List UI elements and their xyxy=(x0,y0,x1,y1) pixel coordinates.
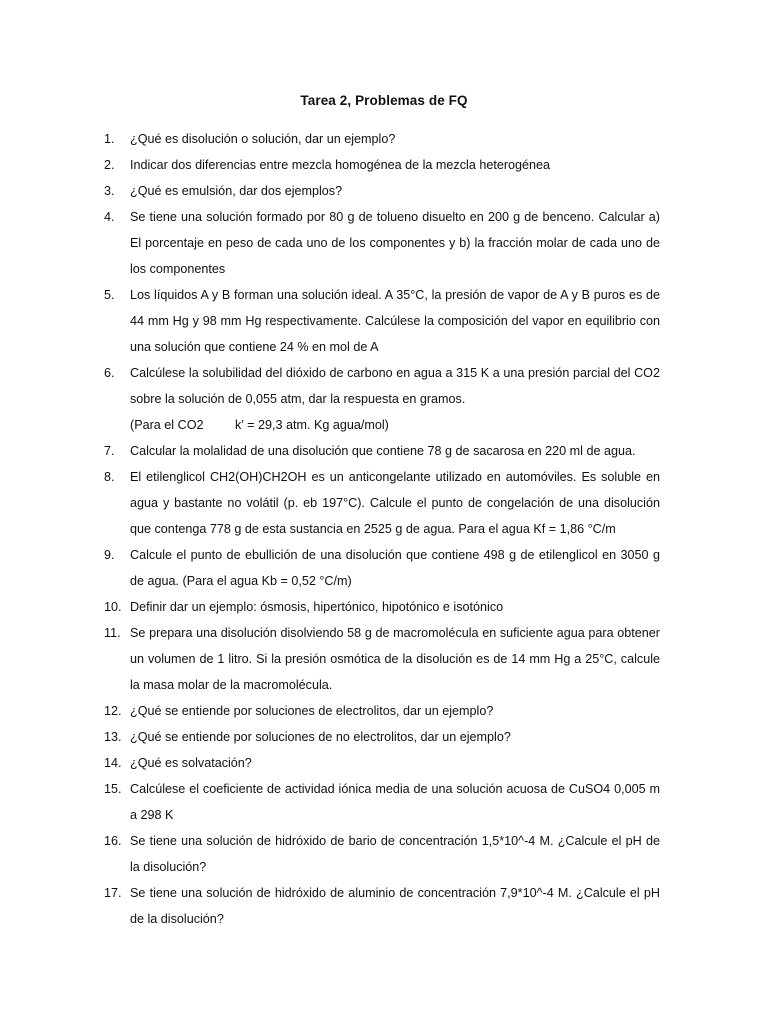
item-number: 10. xyxy=(104,600,122,614)
list-item xyxy=(104,880,660,932)
item-note: (Para el CO2 k’ = 29,3 atm. Kg agua/mol) xyxy=(130,418,389,432)
list-item xyxy=(104,438,660,464)
list-item xyxy=(104,776,660,828)
item-text: Se tiene una solución formado por 80 g de tolueno disuelto en 200 g de benceno. Calcular a) El porcentaje en peso de cada uno de los componentes y b) la fracción molar de cada uno de los componentes xyxy=(130,210,660,276)
item-text: Los líquidos A y B forman una solución ideal. A 35°C, la presión de vapor de A y B puros es de 44 mm Hg y 98 mm Hg respectivamente. Calcúlese la composición del vapor en equilibrio con una solución que contiene 24 % en mol de A xyxy=(130,288,660,354)
item-text: Definir dar un ejemplo: ósmosis, hipertónico, hipotónico e isotónico xyxy=(130,600,504,614)
item-number: 16. xyxy=(104,834,122,848)
list-item xyxy=(104,594,660,620)
item-text: Se tiene una solución de hidróxido de aluminio de concentración 7,9*10^-4 M. ¿Calcule el pH de la disolución? xyxy=(130,886,660,926)
list-item xyxy=(104,464,660,542)
item-text: Calcular la molalidad de una disolución que contiene 78 g de sacarosa en 220 ml de agua. xyxy=(130,444,636,458)
item-text: ¿Qué se entiende por soluciones de electrolitos, dar un ejemplo? xyxy=(130,704,494,718)
problem-list xyxy=(104,126,660,932)
item-number: 11. xyxy=(104,626,121,640)
item-number: 5. xyxy=(104,288,115,302)
item-text: El etilenglicol CH2(OH)CH2OH es un anticongelante utilizado en automóviles. Es soluble en agua y bastante no volátil (p. eb 197°C). Calcule el punto de congelación de una disolución que contenga 778 g de esta sustancia en 2525 g de agua. Para el agua Kf = 1,86 °C/m xyxy=(130,470,660,536)
list-item xyxy=(104,750,660,776)
item-number: 17. xyxy=(104,886,122,900)
item-number: 7. xyxy=(104,444,115,458)
list-item xyxy=(104,178,660,204)
item-text: Se prepara una disolución disolviendo 58 g de macromolécula en suficiente agua para obtener un volumen de 1 litro. Si la presión osmótica de la disolución es de 14 mm Hg a 25°C, calcule la masa molar de la macromolécula. xyxy=(130,626,660,692)
item-text: ¿Qué es emulsión, dar dos ejemplos? xyxy=(130,184,343,198)
list-item xyxy=(104,620,660,698)
item-number: 6. xyxy=(104,366,115,380)
item-text: Calcule el punto de ebullición de una disolución que contiene 498 g de etilenglicol en 3050 g de agua. (Para el agua Kb = 0,52 °C/m) xyxy=(130,548,660,588)
item-number: 4. xyxy=(104,210,115,224)
item-number: 2. xyxy=(104,158,115,172)
item-text: Indicar dos diferencias entre mezcla homogénea de la mezcla heterogénea xyxy=(130,158,551,172)
item-number: 8. xyxy=(104,470,115,484)
item-text: ¿Qué se entiende por soluciones de no electrolitos, dar un ejemplo? xyxy=(130,730,511,744)
list-item xyxy=(104,282,660,360)
list-item xyxy=(104,126,660,152)
item-text: Calcúlese el coeficiente de actividad iónica media de una solución acuosa de CuSO4 0,005 m a 298 K xyxy=(130,782,660,822)
item-number: 15. xyxy=(104,782,122,796)
item-number: 3. xyxy=(104,184,115,198)
item-number: 13. xyxy=(104,730,122,744)
item-text: ¿Qué es solvatación? xyxy=(130,756,252,770)
item-number: 12. xyxy=(104,704,122,718)
item-number: 9. xyxy=(104,548,115,562)
list-item xyxy=(104,724,660,750)
list-item xyxy=(104,828,660,880)
item-text: Calcúlese la solubilidad del dióxido de carbono en agua a 315 K a una presión parcial del CO2 sobre la solución de 0,055 atm, dar la respuesta en gramos. xyxy=(130,366,660,406)
list-item xyxy=(104,152,660,178)
item-number: 14. xyxy=(104,756,122,770)
item-text: Se tiene una solución de hidróxido de bario de concentración 1,5*10^-4 M. ¿Calcule el pH de la disolución? xyxy=(130,834,660,874)
list-item xyxy=(104,360,660,438)
list-item xyxy=(104,542,660,594)
item-number: 1. xyxy=(104,132,115,146)
page-title: Tarea 2, Problemas de FQ xyxy=(300,93,468,108)
list-item xyxy=(104,698,660,724)
list-item xyxy=(104,204,660,282)
item-text: ¿Qué es disolución o solución, dar un ejemplo? xyxy=(130,132,396,146)
